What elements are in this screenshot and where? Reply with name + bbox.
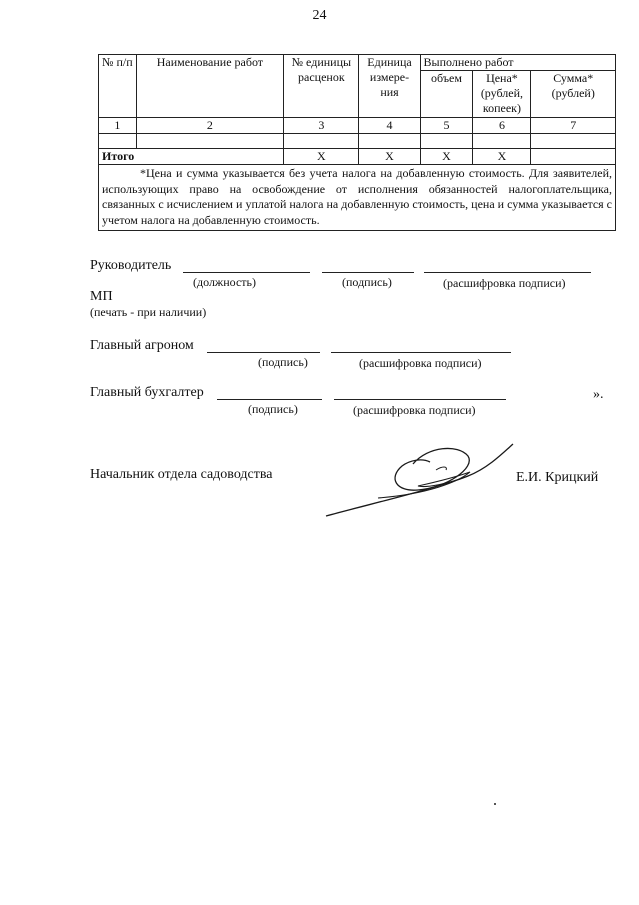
col-number: 3 [284, 118, 359, 134]
head-position-caption: (должность) [193, 275, 256, 289]
col-number: 1 [99, 118, 137, 134]
col-number: 4 [359, 118, 420, 134]
handwritten-signature [318, 436, 518, 520]
col-number: 7 [531, 118, 616, 134]
agronomist-sign-caption: (подпись) [258, 355, 308, 369]
head-sign-line [322, 272, 414, 273]
agronomist-sign-line [207, 352, 320, 353]
head-decode-caption: (расшифровка подписи) [443, 276, 566, 290]
total-cell: Х [473, 149, 531, 165]
speck [494, 803, 496, 805]
accountant-decode-line [334, 399, 506, 400]
header-volume: объем [420, 71, 473, 118]
head-decode-line [424, 272, 591, 273]
total-label: Итого [99, 149, 284, 165]
total-row [99, 149, 616, 165]
table-footnote [99, 165, 616, 231]
works-table [98, 54, 616, 231]
total-cell: Х [284, 149, 359, 165]
chief-title: Начальник отдела садоводства [90, 467, 273, 482]
header-num: № п/п [99, 55, 137, 118]
stamp-caption: (печать - при наличии) [90, 305, 207, 319]
col-number: 6 [473, 118, 531, 134]
header-price: Цена* (рублей, копеек) [473, 71, 531, 118]
header-done: Выполнено работ [420, 55, 615, 71]
accountant-decode-caption: (расшифровка подписи) [353, 403, 476, 417]
accountant-label: Главный бухгалтер [90, 385, 204, 400]
head-position-line [183, 272, 310, 273]
empty-row [99, 134, 616, 149]
agronomist-decode-line [331, 352, 511, 353]
col-number: 2 [136, 118, 284, 134]
chief-name: Е.И. Крицкий [516, 470, 599, 485]
accountant-sign-caption: (подпись) [248, 402, 298, 416]
stamp-label: МП [90, 289, 113, 304]
total-cell: Х [359, 149, 420, 165]
col-number: 5 [420, 118, 473, 134]
agronomist-decode-caption: (расшифровка подписи) [359, 356, 482, 370]
accountant-sign-line [217, 399, 322, 400]
page-number: 24 [312, 8, 327, 23]
head-label: Руководитель [90, 258, 172, 273]
header-rate-no: № единицы расценок [284, 55, 359, 118]
total-cell: Х [420, 149, 473, 165]
agronomist-label: Главный агроном [90, 338, 194, 353]
header-unit: Единица измере-ния [359, 55, 420, 118]
column-numbers-row [99, 118, 616, 134]
header-sum: Сумма* (рублей) [531, 71, 616, 118]
header-name: Наименование работ [136, 55, 284, 118]
closing-quote: ». [593, 387, 604, 402]
footnote-text: *Цена и сумма указывается без учета налога на добавленную стоимость. Для заявителей, использующих право на освобождение от исполнения обязанностей налогоплательщика, связанных с исчислением и уплатой налога на добавленную стоимость, цена и сумма указывается с учетом налога на добавленную стоимость. [102, 166, 613, 227]
head-sign-caption: (подпись) [342, 275, 392, 289]
